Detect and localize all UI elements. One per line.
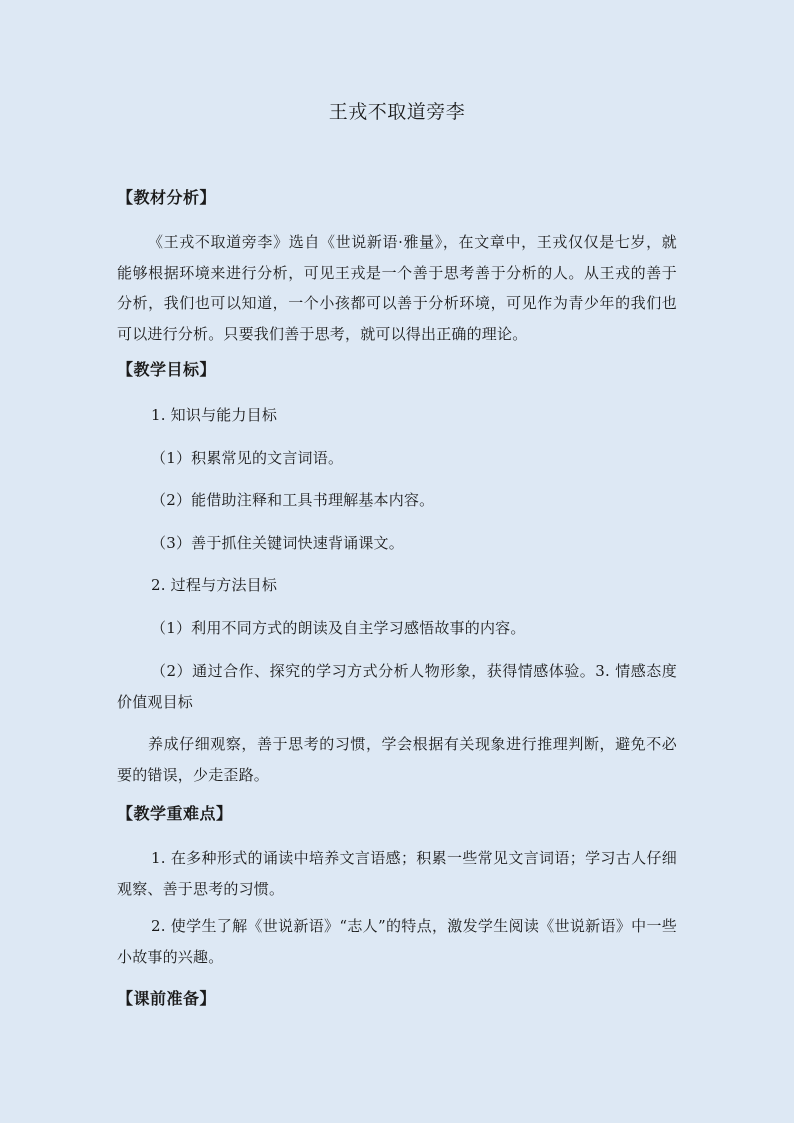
heading-teaching-goals: 【教学目标】 [117,360,217,379]
goal-knowledge-item-2: （2）能借助注释和工具书理解基本内容。 [151,491,435,509]
document-title: 王戎不取道旁李 [328,101,466,123]
goal-process-item-1: （1）利用不同方式的朗读及自主学习感悟故事的内容。 [151,619,526,637]
goal-knowledge-item-3: （3）善于抓住关键词快速背诵课文。 [151,534,404,552]
key-point-1: 1. 在多种形式的诵读中培养文言语感；积累一些常见文言词语；学习古人仔细观察、善于思考的习惯。 [117,849,677,898]
goal-values-paragraph: 养成仔细观察，善于思考的习惯，学会根据有关现象进行推理判断，避免不必要的错误，少走歪路。 [117,735,677,784]
analysis-paragraph: 《王戎不取道旁李》选自《世说新语·雅量》，在文章中，王戎仅仅是七岁，就能够根据环境来进行分析，可见王戎是一个善于思考善于分析的人。从王戎的善于分析，我们也可以知道，一个小孩都可以善于分析环境，可见作为青少年的我们也可以进行分析。只要我们善于思考，就可以得出正确的理论。 [117,233,677,343]
goal-process-item-2: （2）通过合作、探究的学习方式分析人物形象，获得情感体验。3. 情感态度价值观目标 [117,662,677,711]
heading-key-points: 【教学重难点】 [117,804,233,823]
heading-preparation: 【课前准备】 [117,989,217,1008]
goal-process-title: 2. 过程与方法目标 [151,576,278,594]
heading-textbook-analysis: 【教材分析】 [117,188,217,207]
goal-knowledge-title: 1. 知识与能力目标 [151,406,278,424]
goal-knowledge-item-1: （1）积累常见的文言词语。 [151,449,344,467]
key-point-2: 2. 使学生了解《世说新语》“志人”的特点，激发学生阅读《世说新语》中一些小故事的兴趣。 [117,917,677,966]
